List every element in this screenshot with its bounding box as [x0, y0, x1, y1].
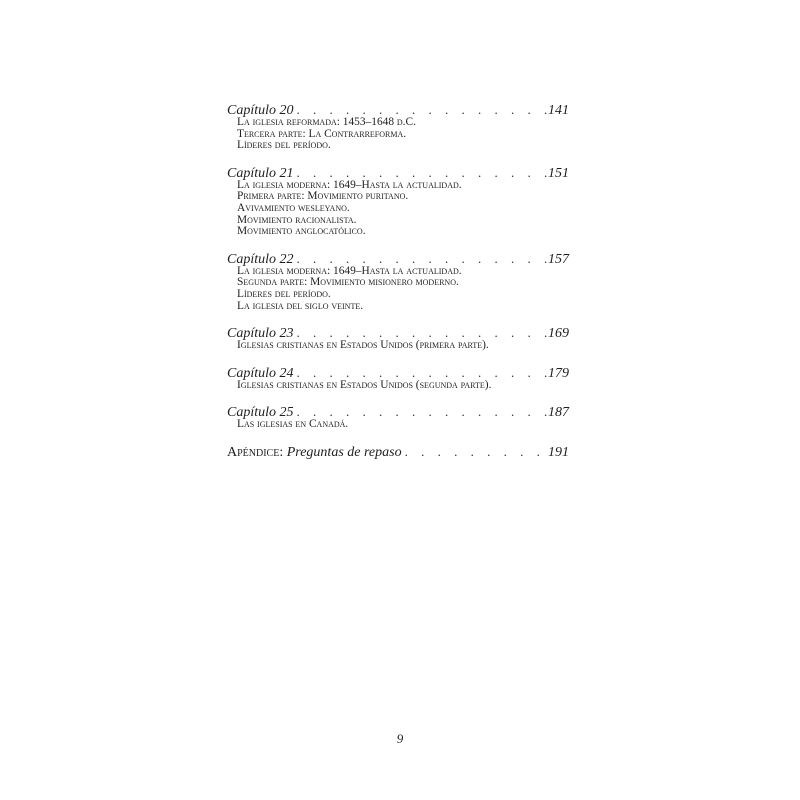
chapter-title: Capítulo 20 — [227, 103, 294, 118]
chapter-page-number: 151 — [548, 165, 569, 181]
chapter-subtopic: La iglesia moderna: 1649–Hasta la actualidad. — [237, 178, 462, 191]
toc-entry — [227, 325, 569, 352]
chapter-heading-row — [227, 251, 569, 266]
chapter-subtopic: La iglesia moderna: 1649–Hasta la actualidad. — [237, 264, 462, 277]
chapter-title: Capítulo 23 — [227, 326, 294, 342]
appendix-page-number: 191 — [548, 444, 569, 460]
chapter-heading-row — [227, 102, 569, 117]
dot-leader — [294, 251, 548, 266]
chapter-list — [227, 102, 569, 431]
chapter-subtopic: La iglesia del siglo veinte. — [237, 299, 364, 312]
chapter-heading-row — [227, 404, 569, 419]
chapter-subtopic: Líderes del período. — [237, 287, 331, 300]
chapter-title: Capítulo 21 — [227, 165, 294, 181]
dot-leader — [294, 404, 548, 419]
dot-leader — [294, 325, 548, 340]
toc-entry — [227, 365, 569, 392]
chapter-subtopic: Movimiento racionalista. — [237, 213, 357, 226]
dot-leader — [402, 444, 548, 459]
chapter-subtopic: La iglesia reformada: 1453–1648 d.C. — [237, 116, 416, 128]
chapter-subtopic: Iglesias cristianas en Estados Unidos (segunda parte). — [237, 378, 492, 391]
toc-entry — [227, 102, 569, 152]
page-folio: 9 — [396, 731, 404, 746]
chapter-subtopic: Las iglesias en Canadá. — [237, 418, 349, 431]
appendix-title: Preguntas de repaso — [286, 444, 402, 460]
chapter-subtopic: Segunda parte: Movimiento misionero moderno. — [237, 276, 459, 289]
toc-entry — [227, 251, 569, 312]
chapter-page-number: 179 — [548, 365, 569, 381]
chapter-title: Capítulo 24 — [227, 365, 294, 381]
chapter-page-number: 187 — [548, 405, 569, 421]
chapter-subtopic: Iglesias cristianas en Estados Unidos (primera parte). — [237, 339, 489, 352]
chapter-subtopic: Líderes del período. — [237, 139, 331, 152]
chapter-heading-row — [227, 365, 569, 380]
chapter-subtopic: Avivamiento wesleyano. — [237, 201, 350, 214]
appendix-entry — [227, 444, 569, 459]
chapter-heading-row — [227, 165, 569, 180]
toc-entry — [227, 165, 569, 238]
chapter-subtopic: Primera parte: Movimiento puritano. — [237, 190, 409, 203]
chapter-title: Capítulo 22 — [227, 251, 294, 267]
chapter-subtopic: Tercera parte: La Contrarreforma. — [237, 127, 407, 140]
chapter-page-number: 169 — [548, 326, 569, 342]
chapter-subtopic: Movimiento anglocatólico. — [237, 225, 366, 238]
dot-leader — [294, 365, 548, 380]
chapter-heading-row — [227, 325, 569, 340]
appendix-heading — [227, 445, 402, 460]
dot-leader — [294, 102, 548, 117]
dot-leader — [294, 165, 548, 180]
chapter-page-number: 141 — [548, 103, 569, 118]
table-of-contents — [227, 102, 569, 459]
chapter-page-number: 157 — [548, 251, 569, 267]
toc-entry — [227, 404, 569, 431]
chapter-title: Capítulo 25 — [227, 405, 294, 421]
appendix-label: Apéndice: — [227, 444, 284, 460]
